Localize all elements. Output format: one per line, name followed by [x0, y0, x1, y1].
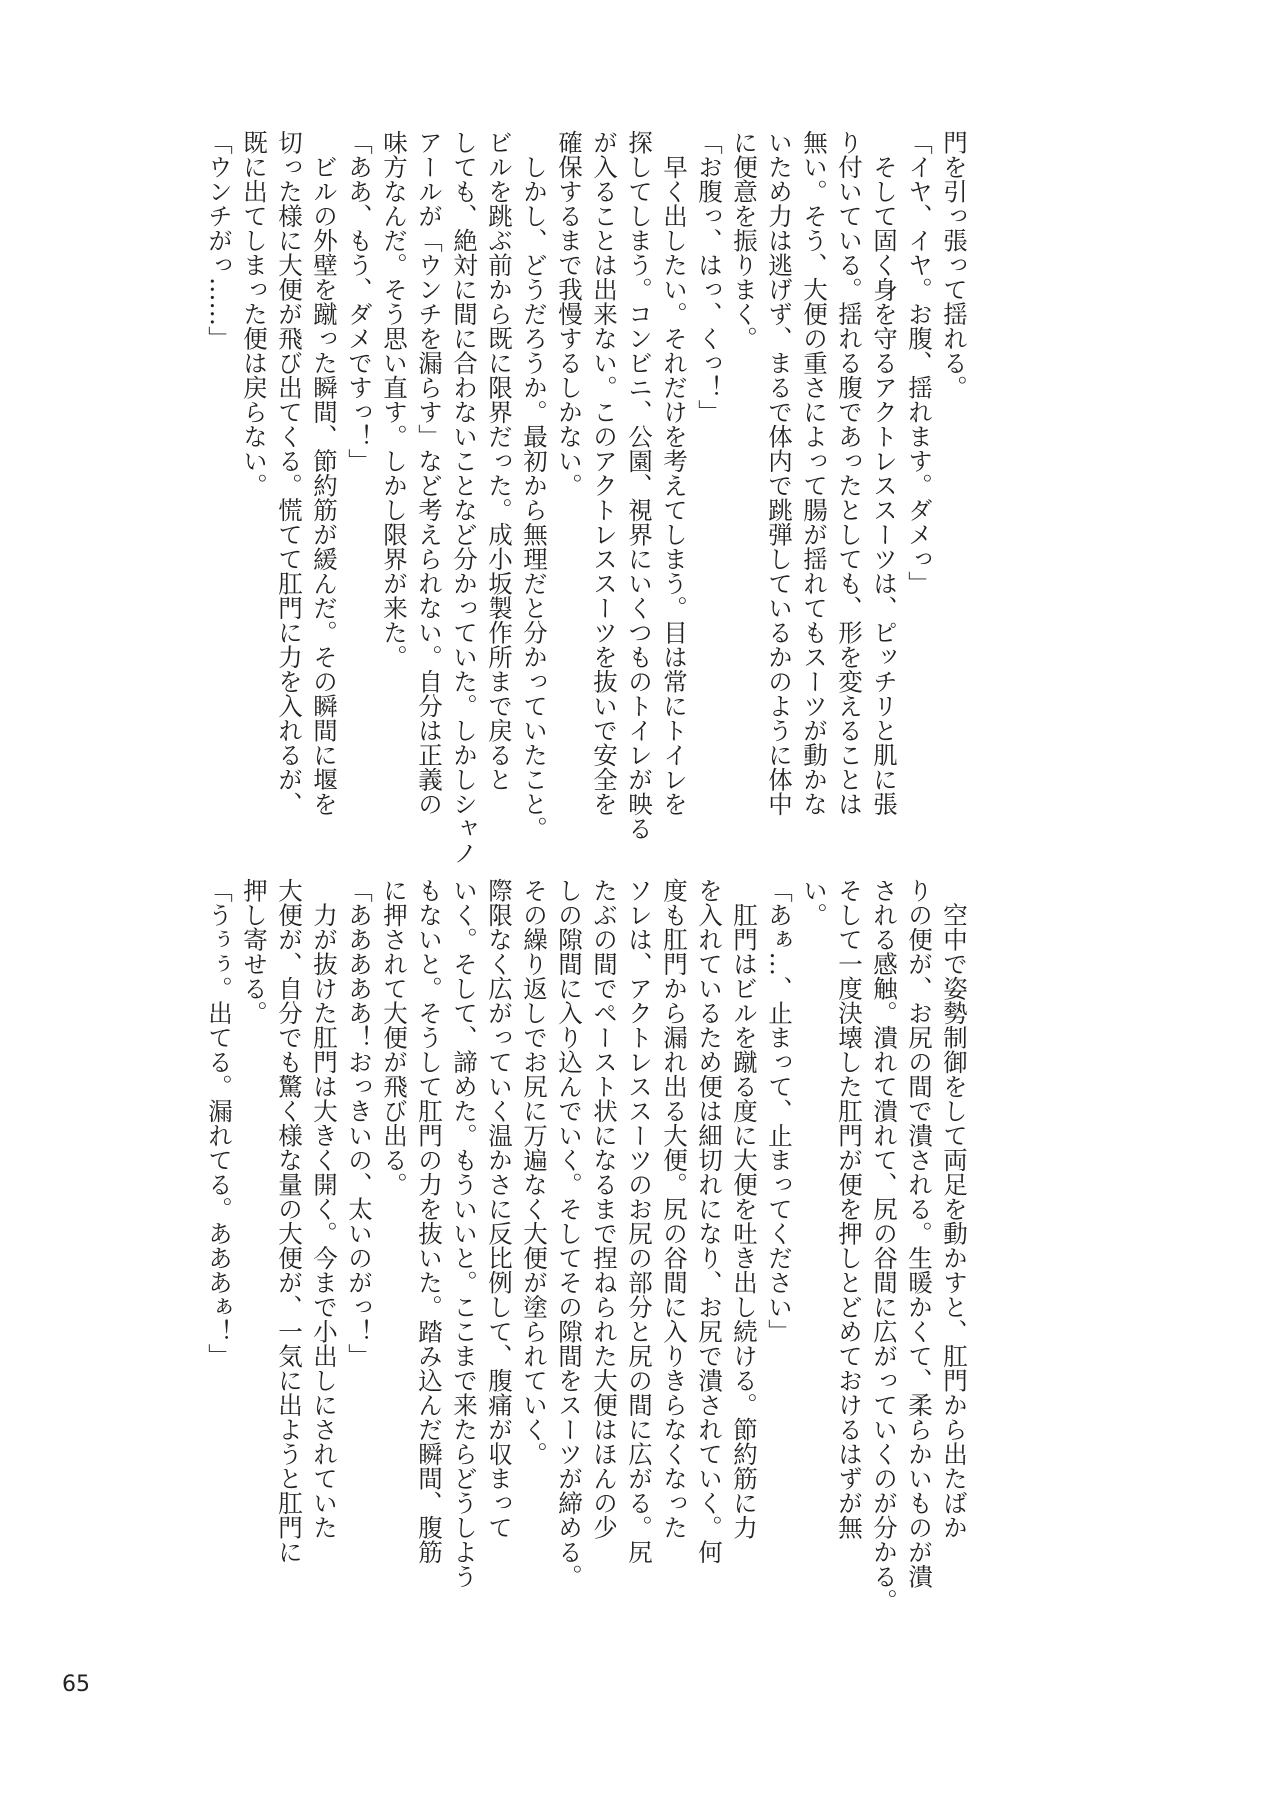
text-column: を入れているため便は細切れになり、お尻で潰されていく。何 [695, 878, 724, 1564]
text-column: 「あああああ！おっきいの、太いのがっ！」 [345, 878, 374, 1368]
text-column: 空中で姿勢制御をして両足を動かすと、肛門から出たばか [940, 878, 969, 1540]
text-column: 「イヤ、イヤ。お腹、揺れます。ダメっ」 [905, 130, 934, 596]
text-column: 「あぁ…、止まって、止まってください」 [765, 878, 794, 1344]
text-column: りの便が、お尻の間で潰される。生暖かくて、柔らかいものが潰 [905, 878, 934, 1589]
text-column: 探してしまう。コンビニ、公園、視界にいくつものトイレが映る [625, 130, 654, 841]
text-column: 力が抜けた肛門は大きく開く。今まで小出しにされていた [310, 878, 339, 1540]
text-column: 切った様に大便が飛び出てくる。慌てて肛門に力を入れるが、 [275, 130, 304, 816]
text-column: ビルの外壁を蹴った瞬間、節約筋が緩んだ。その瞬間に堰を [310, 130, 339, 816]
text-column: に押されて大便が飛び出る。 [380, 878, 409, 1197]
text-column: が入ることは出来ない。このアクトレススーツを抜いで安全を [590, 130, 619, 816]
text-column: しかし、どうだろうか。最初から無理だと分かっていたこと。 [520, 130, 549, 841]
text-column: される感触。潰れて潰れて、尻の谷間に広がっていくのが分かる。 [870, 878, 899, 1613]
text-column: い。 [800, 878, 829, 927]
text-column: 「うぅぅ。出てる。漏れてる。あああぁ！」 [205, 878, 234, 1368]
text-column: 早く出したい。それだけを考えてしまう。目は常にトイレを [660, 130, 689, 816]
text-column: 際限なく広がっていく温かさに反比例して、腹痛が収まって [485, 878, 514, 1540]
text-column: 確保するまで我慢するしかない。 [555, 130, 584, 498]
text-column: いため力は逃げず、まるで体内で跳弾しているかのように体中 [765, 130, 794, 816]
text-column: 押し寄せる。 [240, 878, 269, 1025]
text-column: 無い。そう、大便の重さによって腸が揺れてもスーツが動かな [800, 130, 829, 816]
page-number: 65 [62, 1672, 90, 1697]
text-column: 大便が、自分でも驚く様な量の大便が、一気に出ようと肛門に [275, 878, 304, 1564]
text-column: 度も肛門から漏れ出る大便。尻の谷間に入りきらなくなった [660, 878, 689, 1540]
text-column: 「ああ、もう、ダメですっ！」 [345, 130, 374, 473]
text-column: たぶの間でペースト状になるまで捏ねられた大便はほんの少 [590, 878, 619, 1540]
text-column: 肛門はビルを蹴る度に大便を吐き出し続ける。節約筋に力 [730, 878, 759, 1540]
top-text-block [202, 130, 972, 865]
text-column: いく。そして、諦めた。もういいと。ここまで来たらどうしよう [450, 878, 479, 1589]
text-column: アールが「ウンチを漏らす」など考えられない。自分は正義の [415, 130, 444, 816]
text-column: 「ウンチがっ……」 [205, 130, 234, 351]
bottom-text-block [202, 878, 972, 1613]
text-column: しても、絶対に間に合わないことなど分かっていた。しかしシャノ [450, 130, 479, 865]
text-column: そして固く身を守るアクトレススーツは、ピッチリと肌に張 [870, 130, 899, 816]
text-column: 門を引っ張って揺れる。 [940, 130, 969, 400]
text-column: ソレは、アクトレススーツのお尻の部分と尻の間に広がる。尻 [625, 878, 654, 1564]
text-column: その繰り返しでお尻に万遍なく大便が塗られていく。 [520, 878, 549, 1466]
text-column: もないと。そうして肛門の力を抜いた。踏み込んだ瞬間、腹筋 [415, 878, 444, 1564]
text-column: しの隙間に入り込んでいく。そしてその隙間をスーツが締める。 [555, 878, 584, 1589]
text-column: り付いている。揺れる腹であったとしても、形を変えることは [835, 130, 864, 816]
text-column: 既に出てしまった便は戻らない。 [240, 130, 269, 498]
text-column: そして一度決壊した肛門が便を押しとどめておけるはずが無 [835, 878, 864, 1540]
text-column: 「お腹っ、はっ、くっ！」 [695, 130, 724, 424]
text-column: に便意を振りまく。 [730, 130, 759, 351]
text-column: ビルを跳ぶ前から既に限界だった。成小坂製作所まで戻ると [485, 130, 514, 792]
text-column: 味方なんだ。そう思い直す。しかし限界が来た。 [380, 130, 409, 669]
